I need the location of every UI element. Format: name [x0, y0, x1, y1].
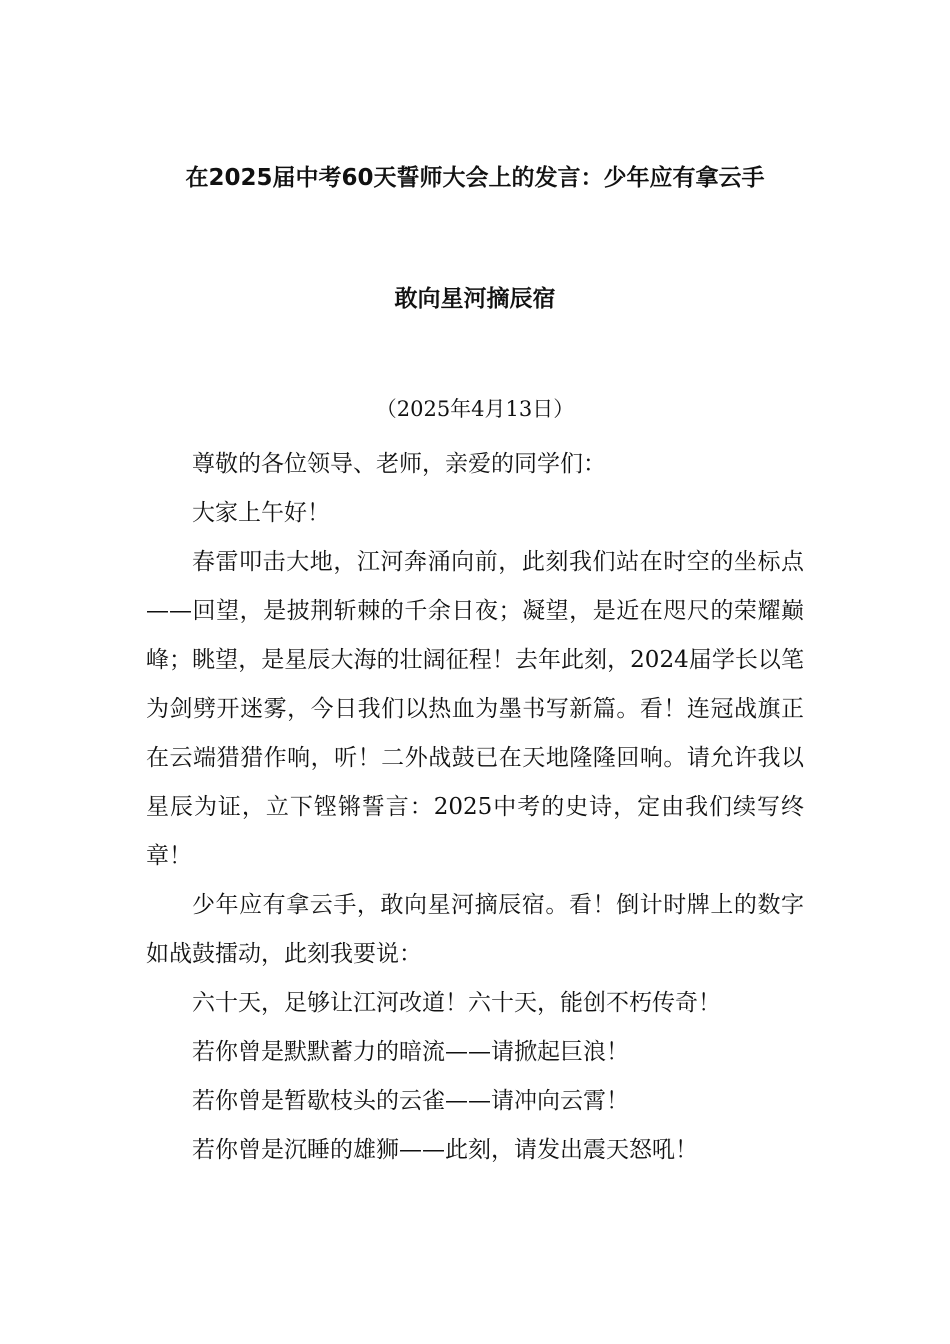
paragraph: 若你曾是暂歇枝头的云雀——请冲向云霄！ [192, 1088, 629, 1114]
salutation: 尊敬的各位领导、老师，亲爱的同学们： [192, 451, 606, 477]
greeting: 大家上午好！ [192, 500, 330, 526]
paragraph: 若你曾是默默蓄力的暗流——请掀起巨浪！ [192, 1039, 629, 1065]
document-title-line-1: 在2025届中考60天誓师大会上的发言：少年应有拿云手 [185, 165, 765, 191]
paragraph: 六十天，足够让江河改道！六十天，能创不朽传奇！ [192, 990, 721, 1016]
document-title-line-2: 敢向星河摘辰宿 [394, 286, 556, 312]
paragraph: 少年应有拿云手，敢向星河摘辰宿。看！倒计时牌上的数字如战鼓擂动，此刻我要说： [146, 892, 804, 967]
paragraph: 若你曾是沉睡的雄狮——此刻，请发出震天怒吼！ [192, 1137, 698, 1163]
paragraph: 春雷叩击大地，江河奔涌向前，此刻我们站在时空的坐标点——回望，是披荆斩棘的千余日夜；凝望，是近在咫尺的荣耀巅峰；眺望，是星辰大海的壮阔征程！去年此刻，2024届学长以笔为剑劈开迷雾，今日我们以热血为墨书写新篇。看！连冠战旗正在云端猎猎作响，听！二外战鼓已在天地隆隆回响。请允许我以星辰为证，立下铿锵誓言：2025中考的史诗，定由我们续写终章！ [146, 549, 804, 869]
document-body [146, 440, 804, 1175]
document-date: （2025年4月13日） [375, 397, 575, 421]
